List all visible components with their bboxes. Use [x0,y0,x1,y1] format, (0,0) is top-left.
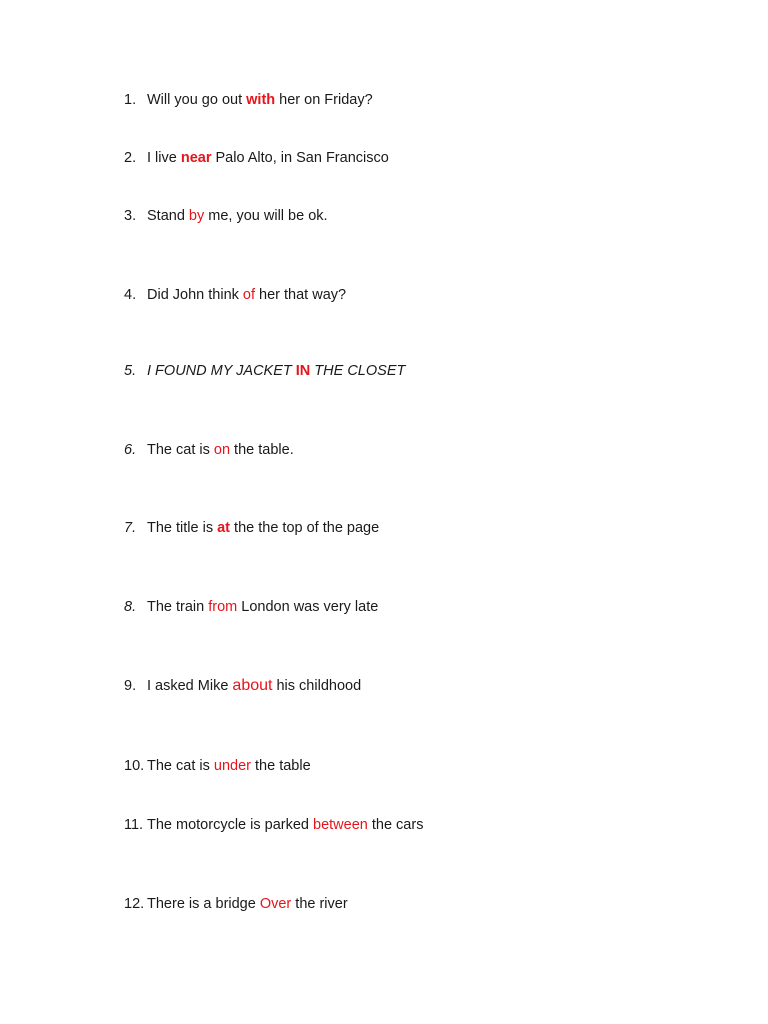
item-text [147,440,294,460]
text-before: The motorcycle is parked [147,817,314,833]
preposition: with [246,92,276,108]
text-before: There is a bridge [147,896,260,912]
item-number: 6. [124,442,137,458]
preposition: by [188,208,205,224]
item-text [147,361,405,381]
text-after: Palo Alto, in San Francisco [211,150,389,166]
item-number: 7. [124,520,137,536]
item-number: 11. [124,817,144,833]
item-number: 10. [124,758,145,774]
preposition: near [180,150,212,166]
text-before: Did John think [147,287,243,303]
text-before: I live [147,150,181,166]
preposition: IN [295,363,311,379]
text-before: The train [147,599,209,615]
text-after: the the top of the page [230,520,380,536]
text-after: London was very late [237,599,379,615]
text-after: the cars [367,817,424,833]
text-after: the table. [230,442,294,458]
text-before: Will you go out [147,92,247,108]
item-text [147,518,379,538]
text-after: his childhood [272,678,362,694]
item-number: 1. [124,92,137,108]
item-text [147,90,373,110]
preposition: between [313,817,368,833]
preposition: Over [259,896,292,912]
preposition: on [213,442,231,458]
item-text [147,894,348,914]
text-after: THE CLOSET [310,363,406,379]
text-after: the table [250,758,311,774]
item-number: 9. [124,678,137,694]
text-after: her on Friday? [275,92,373,108]
item-number: 5. [124,363,137,379]
item-text [147,285,346,305]
text-before: I FOUND MY JACKET [147,363,296,379]
item-text [147,148,389,168]
item-text [147,756,311,776]
text-before: The cat is [147,758,214,774]
preposition: of [242,287,256,303]
item-number: 2. [124,150,137,166]
preposition: at [217,520,231,536]
item-number: 3. [124,208,137,224]
text-before: I asked Mike [147,678,233,694]
text-after: the river [291,896,348,912]
text-after: her that way? [255,287,347,303]
item-number: 4. [124,287,137,303]
item-text [147,597,378,617]
preposition: about [232,677,273,694]
item-number: 8. [124,599,137,615]
item-text [147,815,423,835]
preposition: under [213,758,251,774]
preposition: from [208,599,238,615]
text-before: The cat is [147,442,214,458]
text-after: me, you will be ok. [204,208,328,224]
item-number: 12. [124,896,145,912]
text-before: Stand [147,208,189,224]
text-before: The title is [147,520,218,536]
item-text [147,206,328,226]
item-text [147,676,361,696]
